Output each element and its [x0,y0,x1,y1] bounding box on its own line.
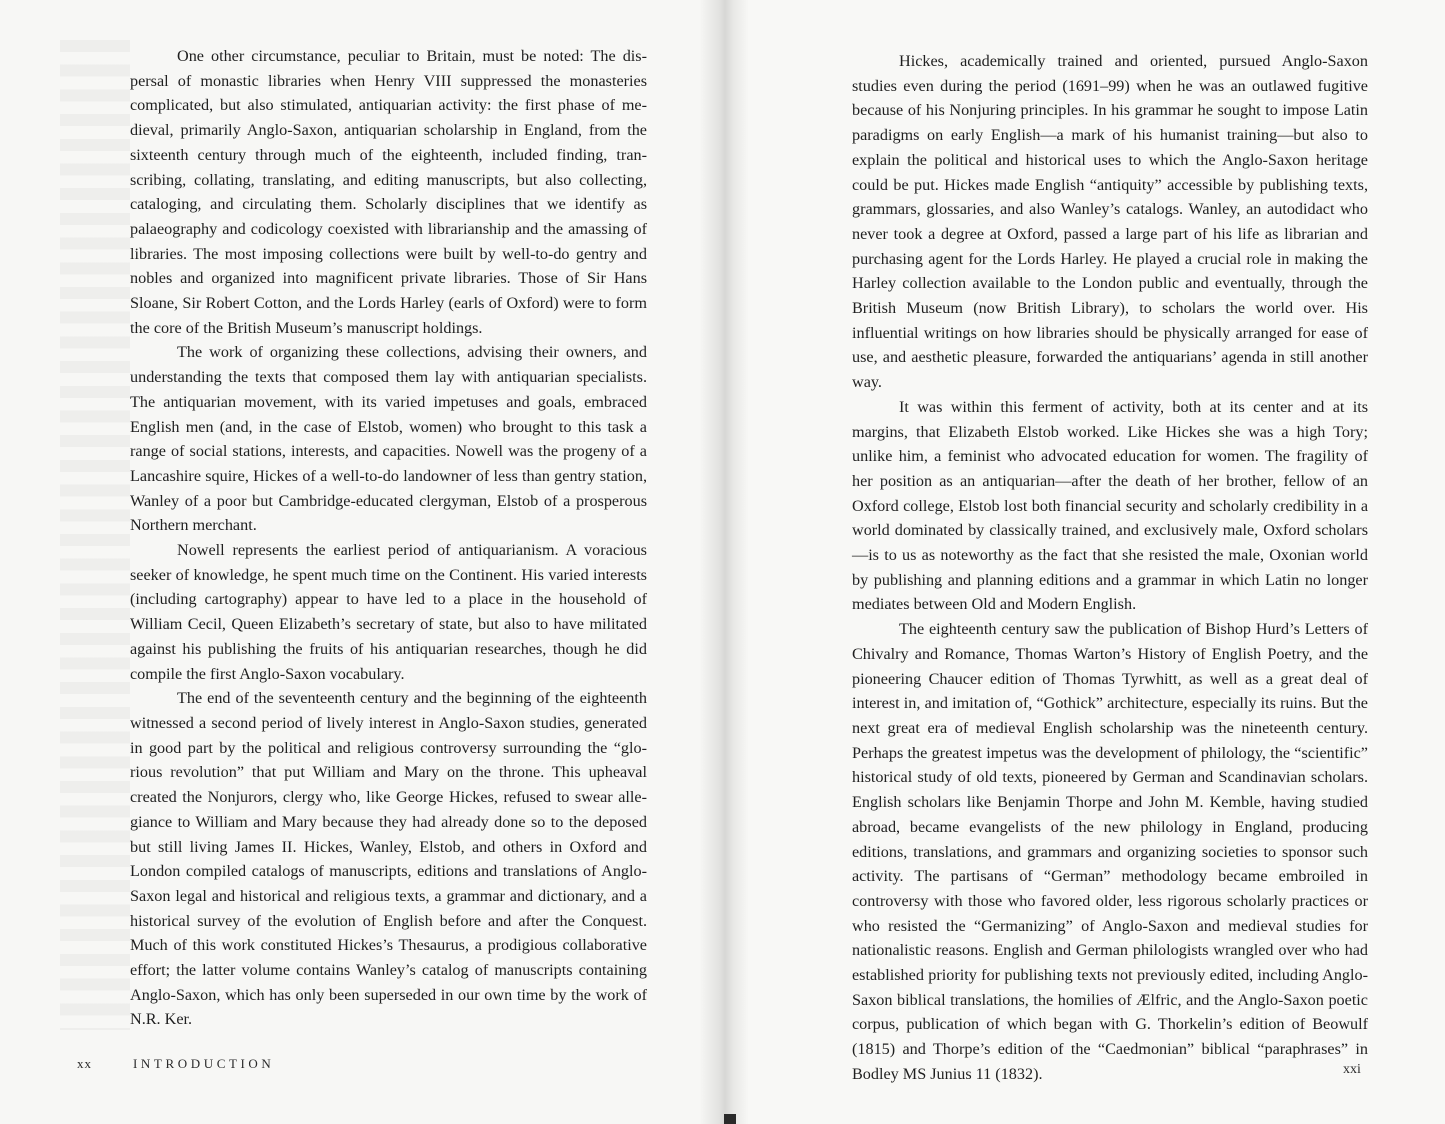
paragraph: The work of organizing these collections, advising their owners, and understanding the texts that composed them lay with antiquarian specialists. The antiquarian movement, with its varied impetuses and goals, embraced English men (and, in the case of Elstob, women) who brought to this task a range of social stations, interests, and capacities. Nowell was the progeny of a Lancashire squire, Hickes of a well-to-do landowner of less than gentry station, Wanley of a poor but Cambridge-educated clergyman, Elstob of a prosperous Northern merchant. [130,343,647,535]
left-page-body [130,44,647,1032]
page-number: xxi [1343,1062,1361,1077]
gutter-mark [724,1114,736,1124]
left-page-footer [77,1056,274,1072]
paragraph: The end of the seventeenth century and the beginning of the eighteenth witnessed a second period of lively interest in Anglo-Saxon studies, generated in good part by the political and religious controversy surrounding the “glorious revolution” that put William and Mary on the throne. This upheaval created the Nonjurors, clergy who, like George Hickes, refused to swear allegiance to William and Mary because they had already done so to the deposed but still living James II. Hickes, Wanley, Elstob, and others in Oxford and London compiled catalogs of manuscripts, editions and translations of Anglo-Saxon legal and historical and religious texts, a grammar and dictionary, and a historical survey of the evolution of English before and after the Conquest. Much of this work constituted Hickes’s Thesaurus, a prodigious collaborative effort; the latter volume contains Wanley’s catalog of manuscripts containing Anglo-Saxon, which has only been superseded in our own time by the work of N.R. Ker. [130,689,647,1029]
paragraph: It was within this ferment of activity, both at its center and at its margins, that Elizabeth Elstob worked. Like Hickes she was a high Tory; unlike him, a feminist who advocated education for women. The fragility of her position as an antiquarian—after the death of her brother, fellow of an Oxford college, Elstob lost both financial security and scholarly credibility in a world dominated by classically trained, and exclusively male, Oxford scholars—is to us as noteworthy as the fact that she resisted the male, Oxonian world by publishing and planning editions and a grammar in which Latin no longer mediates between Old and Modern English. [852,397,1368,614]
page-number: xx [77,1056,92,1071]
paragraph: The eighteenth century saw the publication of Bishop Hurd’s Letters of Chivalry and Romance, Thomas Warton’s History of English Poetry, and the pioneering Chaucer edition of Thomas Tyrwhitt, as well as a great deal of interest in, and imitation of, “Gothick” architecture, especially its ruins. But the next great era of medieval English scholarship was the nineteenth century. Perhaps the greatest impetus was the development of philology, the “scientific” historical study of old texts, pioneered by German and Scandinavian scholars. English scholars like Benjamin Thorpe and John M. Kemble, having studied abroad, became evangelists of the new philology in England, producing editions, translations, and grammars and organizing societies to sponsor such activity. The partisans of “German” methodology became embroiled in controversy with those who favored older, less rigorous scholarly practices or who resisted the “Germanizing” of Anglo-Saxon and medieval studies for nationalistic reasons. English and German philologists wrangled over who had established priority for publishing texts not previously edited, including Anglo-Saxon biblical translations, the homilies of Ælfric, and the Anglo-Saxon poetic corpus, publication of which began with G. Thorkelin’s edition of Beowulf (1815) and Thorpe’s edition of the “Caedmonian” biblical “paraphrases” in Bodley MS Junius 11 (1832). [852,620,1368,1083]
right-page-body [852,49,1368,1087]
running-head: INTRODUCTION [133,1056,275,1071]
paragraph: Nowell represents the earliest period of antiquarianism. A voracious seeker of knowledge, he spent much time on the Continent. His varied interests (including cartography) appear to have led to a place in the household of William Cecil, Queen Elizabeth’s secretary of state, but also to have militated against his publishing the fruits of his antiquarian researches, though he did compile the first Anglo-Saxon vocabulary. [130,541,647,683]
book-gutter [700,0,748,1124]
paragraph: Hickes, academically trained and oriented, pursued Anglo-Saxon studies even during the period (1691–99) when he was an outlawed fugitive because of his Nonjuring principles. In his grammar he sought to impose Latin paradigms on early English—a mark of his humanist training—but also to explain the political and historical uses to which the Anglo-Saxon heritage could be put. Hickes made English “antiquity” accessible by publishing texts, grammars, glossaries, and also Wanley’s catalogs. Wanley, an autodidact who never took a degree at Oxford, passed a large part of his life as librarian and purchasing agent for the Lords Harley. He played a crucial role in making the Harley collection available to the London public and eventually, through the British Museum (now British Library), to scholars the world over. His influential writings on how libraries should be physically arranged for ease of use, and aesthetic pleasure, forwarded the antiquarians’ agenda in still another way. [852,52,1368,392]
show-through-text [60,40,130,1030]
paragraph: One other circumstance, peculiar to Britain, must be noted: The dispersal of monastic libraries when Henry VIII suppressed the monasteries complicated, but also stimulated, antiquarian activity: the first phase of medieval, primarily Anglo-Saxon, antiquarian scholarship in England, from the sixteenth century through much of the eighteenth, included finding, transcribing, collating, translating, and editing manuscripts, but also collecting, cataloging, and circulating them. Scholarly disciplines that we identify as palaeography and codicology coexisted with librarianship and the amassing of libraries. The most imposing collections were built by well-to-do gentry and nobles and organized into magnificent private libraries. Those of Sir Hans Sloane, Sir Robert Cotton, and the Lords Harley (earls of Oxford) were to form the core of the British Museum’s manuscript holdings. [130,47,647,337]
left-page [0,0,722,1124]
